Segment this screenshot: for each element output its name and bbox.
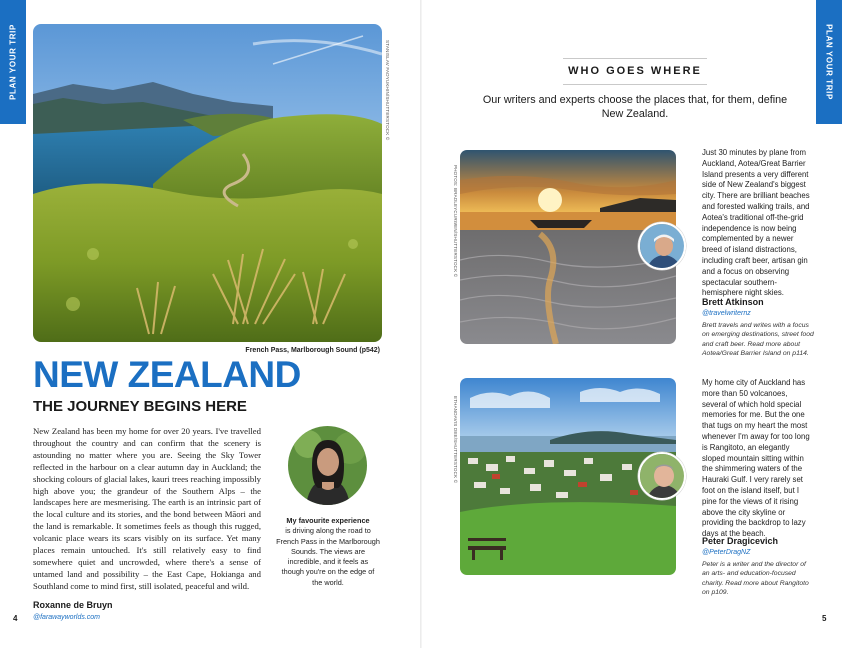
who-goes-where-description: Our writers and experts choose the places that, for them, define New Zealand. [482,94,788,120]
page-number-right: 5 [822,614,827,623]
page-title: NEW ZEALAND [33,354,301,395]
writer-2-name: Peter Dragicevich [702,536,779,546]
side-tab-left [0,0,26,124]
side-tab-left-label: PLAN YOUR TRIP [8,24,18,100]
writer-1-bio: Brett travels and writes with a focus on emerging destinations, street food and craft beer. Read more about Aotea/Great Barrier Island on p114. [702,322,814,358]
writer-2-photo-credit: ETHANDAVIS DEE/SHUTTERSTOCK © [453,396,458,484]
author-portrait-illustration [288,426,367,505]
side-tab-right [816,0,842,124]
wgw-top-rule [563,58,707,59]
author-handle-link[interactable]: @farawayworlds.com [33,614,101,621]
author-name: Roxanne de Bruyn [33,600,113,610]
page-number-left: 4 [13,614,18,623]
favourite-experience [276,516,380,588]
writer-1-avatar [638,222,686,270]
intro-paragraph: New Zealand has been my home for over 20 years. I've travelled throughout the country and can confirm that the scenery is astounding no matter where you are. Seeing the Sky Tower reflected in the harbour on a clear autumn day in Auckland; the shocking colours of glacial lakes, kauri trees reaching impossibly high above you; the grandeur of the Southern Alps – the landscapes here are mesmerising. The earth is an intrinsic part of the local culture and its stories, and the bond between Māori and the land is remarkable. It sometimes feels as though this rugged, volcanic place wears its scars visibly on its surface. Yet many places remain untouched. It's still relatively easy to find somewhere quiet and uncrowded, where there's a sense of untamed land and possibility – the East Cape, Hokianga and Southland come to mind first, still isolated, peaceful and wild. [33,426,261,591]
author-portrait [288,426,367,505]
wgw-bottom-rule [563,84,707,85]
favourite-text: is driving along the road to French Pass in the Marlborough Sounds. The views are incredible, and it feels as though you're on the edge of the world. [276,526,380,587]
page-subtitle: THE JOURNEY BEGINS HERE [33,398,247,415]
hero-landscape-illustration [33,24,382,342]
hero-caption: French Pass, Marlborough Sound (p542) [245,347,380,354]
hero-photo-credit: STANISLAV FADYUKHIN/SHUTTERSTOCK © [385,40,390,141]
favourite-heading: My favourite experience [286,516,370,525]
writer-2-avatar-illustration [640,454,686,500]
writer-1-name: Brett Atkinson [702,297,764,307]
writer-1-avatar-illustration [640,224,686,270]
hero-photo [33,24,382,342]
writer-1-handle-link[interactable]: @travelwriternz [702,310,751,317]
writer-1-photo-credit: PHOTOS: BRADLEYCURWEN/SHUTTERSTOCK © [453,165,458,278]
writer-2-bio: Peter is a writer and the director of an arts- and education-focused charity. Read more about Rangitoto on p109. [702,561,809,597]
who-goes-where-title: WHO GOES WHERE [568,65,702,77]
writer-2-avatar [638,452,686,500]
writer-1-story: Just 30 minutes by plane from Auckland, Aotea/Great Barrier Island presents a very different side of New Zealand's biggest city. There are brilliant beaches and forested walking trails, and Aotea's traditional off-the-grid independence is now being complemented by a newer breed of island distractions, including craft beer, artisan gin and a focus on observing spectacular southern-hemisphere night skies. [702,148,810,298]
writer-2-handle-link[interactable]: @PeterDragNZ [702,549,751,556]
page-gutter [420,0,422,648]
writer-2-story: My home city of Auckland has more than 50 volcanoes, several of which hold special memories for me. But the one that tugs on my heart the most whenever I'm away for too long is Rangitoto, an elegantly sloped mountain sitting within the shimmering waters of the Hauraki Gulf. I very rarely set foot on the island itself, but I pine for the views of it rising above the city skyline or providing the backdrop to lazy days at the beach. [702,378,810,539]
side-tab-right-label: PLAN YOUR TRIP [824,24,834,100]
